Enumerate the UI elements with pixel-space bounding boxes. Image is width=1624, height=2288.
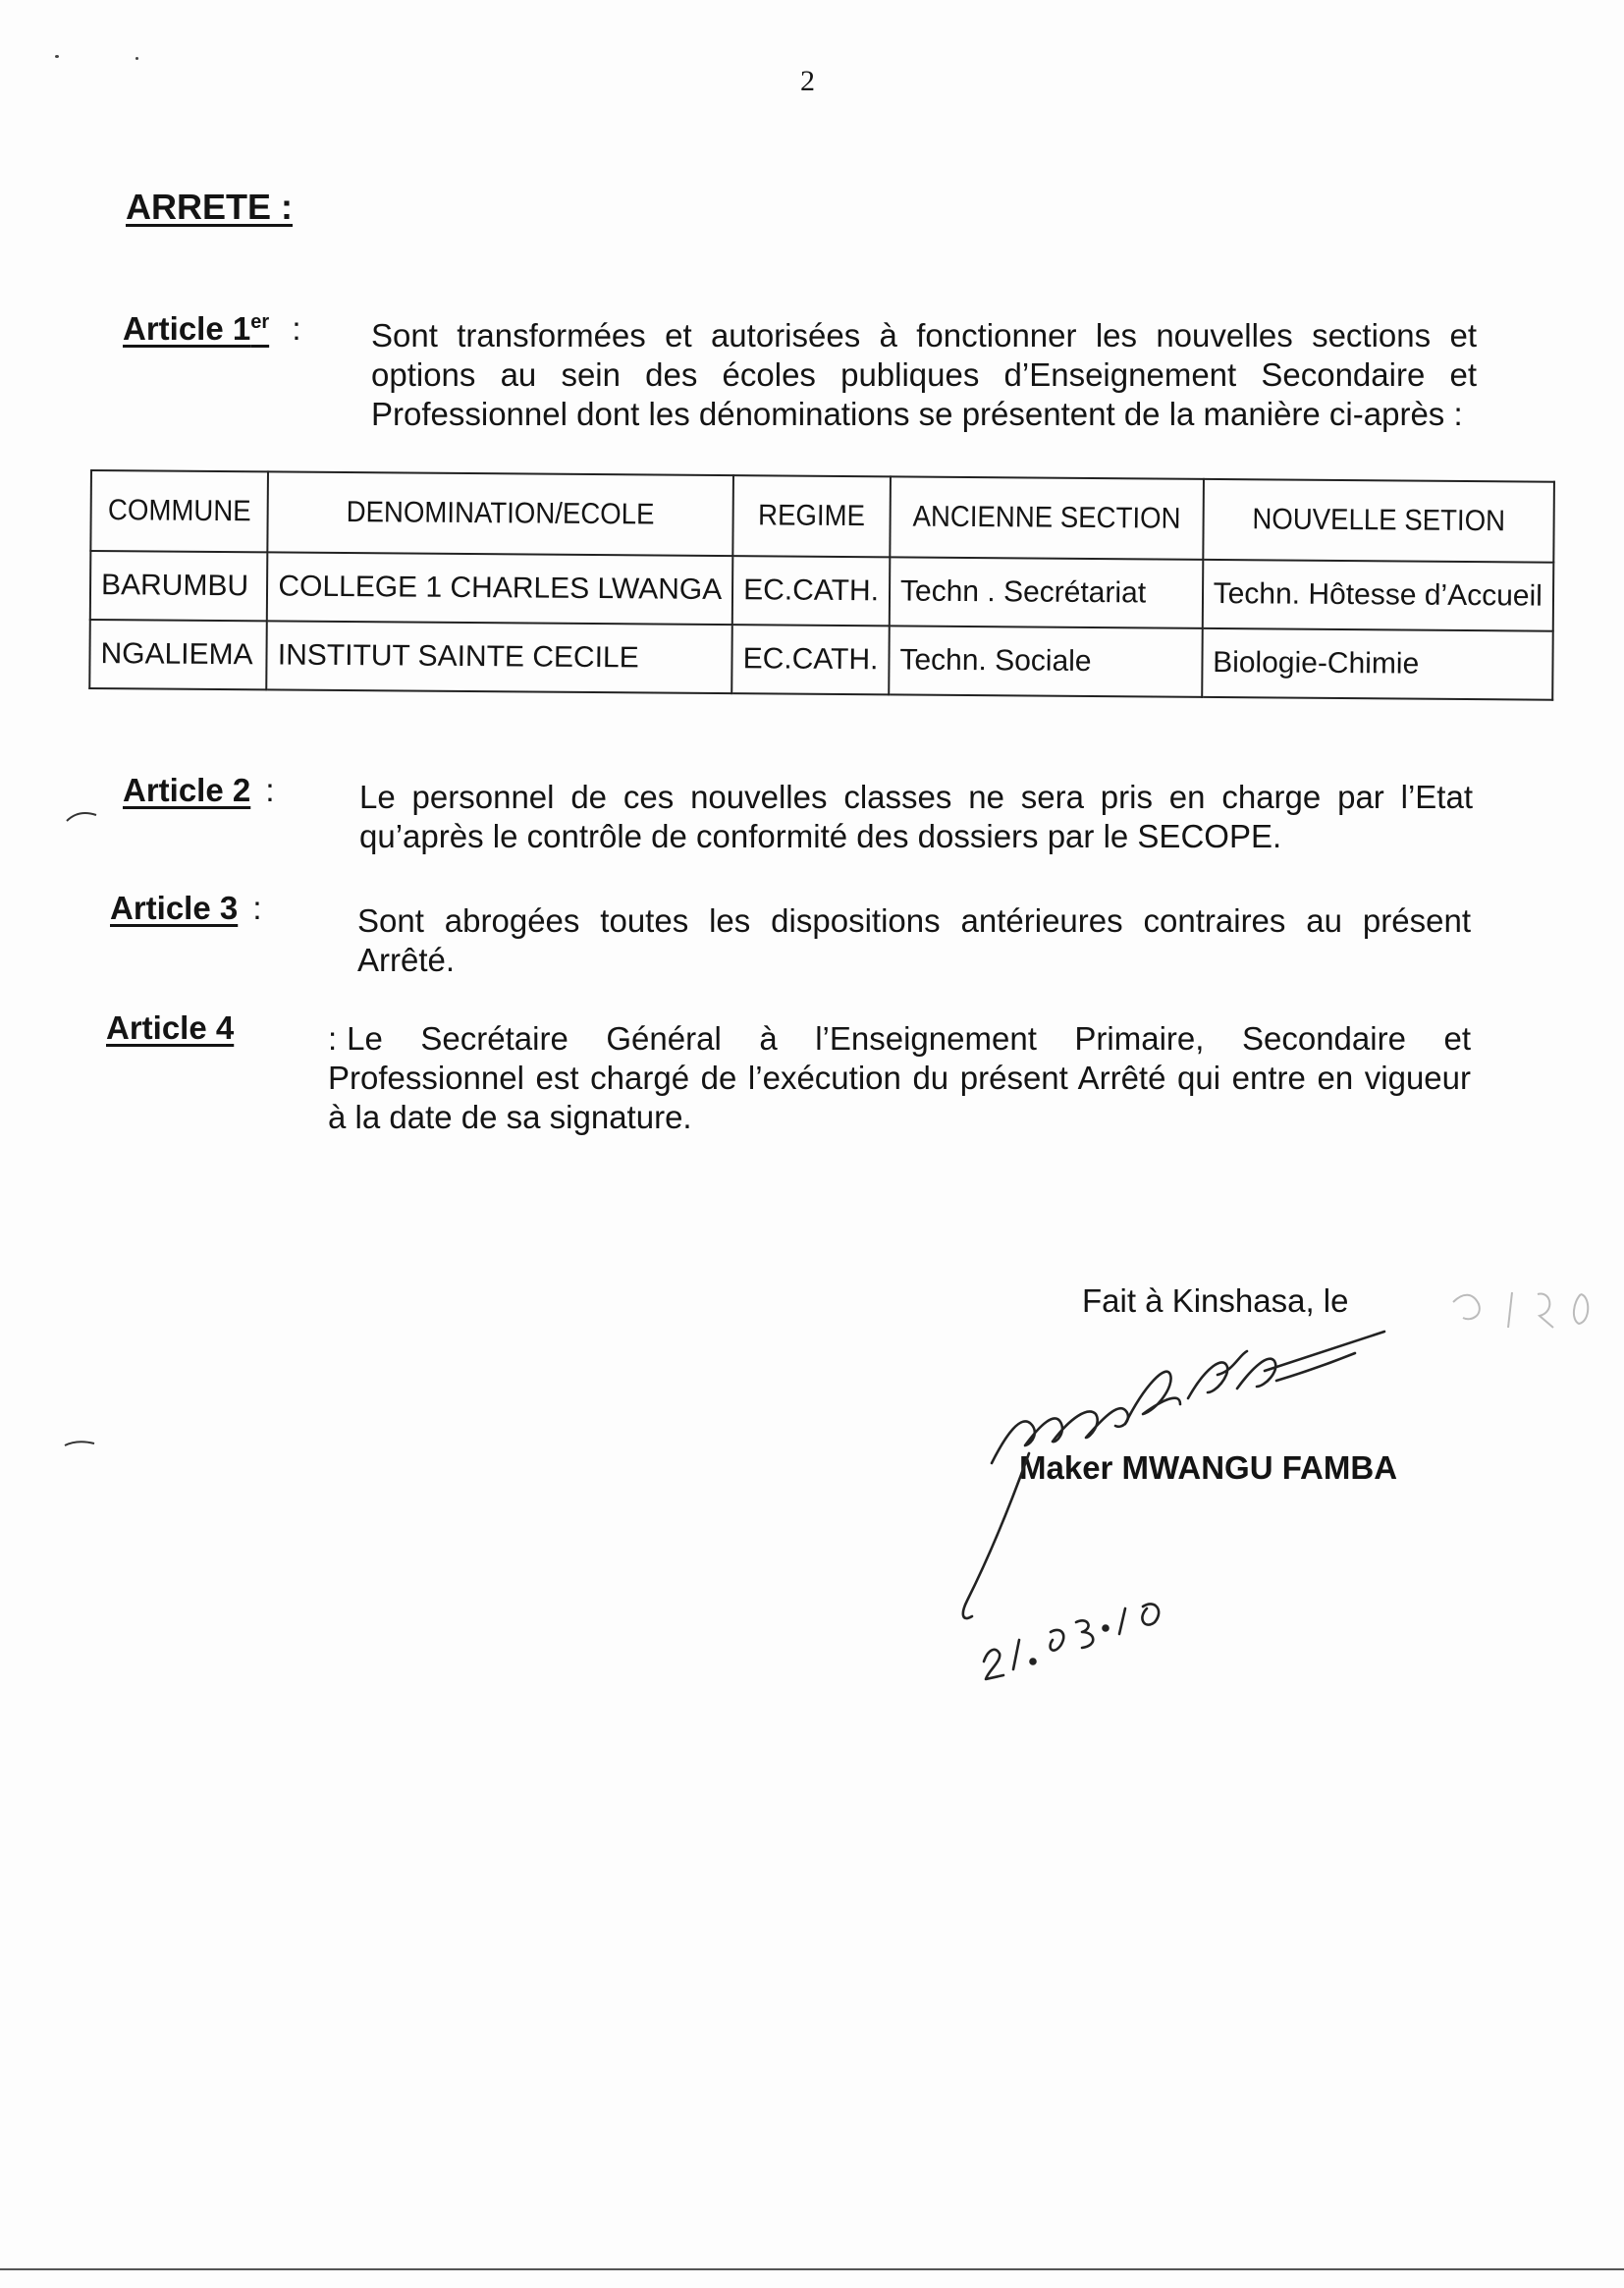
article-3-text: Sont abrogées toutes les dispositions antérieures contraires au présent Arrêté.	[357, 902, 1471, 978]
scan-speck	[135, 57, 138, 60]
article-4-text	[328, 1019, 1471, 1137]
column-header-denomination: DENOMINATION/ECOLE	[287, 472, 716, 556]
cell-ancienne-section: Techn . Secrétariat	[890, 557, 1203, 628]
column-header-commune: COMMUNE	[98, 470, 262, 552]
cell-nouvelle-section: Biologie-Chimie	[1202, 628, 1553, 700]
cell-regime: EC.CATH.	[732, 556, 890, 626]
article-3-label: Article 3 :	[110, 890, 262, 926]
column-header-nouvelle-section: NOUVELLE SETION	[1217, 479, 1540, 563]
cell-regime: EC.CATH.	[731, 625, 889, 694]
scan-bottom-edge	[0, 2268, 1624, 2270]
article-2-text: Le personnel de ces nouvelles classes ne sera pris en charge par l’Etat qu’après le contrôle de conformité des dossiers par le SECOPE.	[359, 779, 1473, 854]
decree-heading: ARRETE :	[126, 187, 293, 227]
signer-name: Maker MWANGU FAMBA	[1019, 1449, 1398, 1486]
scan-speck	[55, 55, 59, 58]
handwritten-signature	[923, 1316, 1473, 1709]
margin-mark-icon	[63, 1436, 96, 1449]
article-1-text: Sont transformées et autorisées à fonctionner les nouvelles sections et options au sein des écoles publiques d’Enseignement Secondaire et Professionnel dont les dénominations se présentent de la manière ci-après :	[371, 317, 1477, 432]
column-header-regime: REGIME	[739, 475, 885, 557]
table-header-row	[90, 470, 1553, 563]
place-date-line: Fait à Kinshasa, le	[1082, 1282, 1349, 1319]
cell-denomination: COLLEGE 1 CHARLES LWANGA	[267, 552, 732, 625]
article-4-label: Article 4	[106, 1009, 235, 1046]
article-4-body: Le Secrétaire Général à l’Enseignement Primaire, Secondaire et Professionnel est chargé de l’exécution du présent Arrêté qui entre en vigueur à la date de sa signature.	[328, 1020, 1471, 1135]
article-2-label: Article 2 :	[123, 772, 275, 808]
table-row	[89, 620, 1552, 700]
faint-stamp-icon	[1443, 1273, 1620, 1341]
article-4-colon: :	[328, 1020, 338, 1057]
cell-ancienne-section: Techn. Sociale	[889, 626, 1202, 697]
article-1-label: Article 1er :	[123, 310, 301, 347]
cell-denomination: INSTITUT SAINTE CECILE	[267, 621, 732, 693]
cell-commune: BARUMBU	[90, 551, 268, 621]
column-header-ancienne-section: ANCIENNE SECTION	[902, 477, 1191, 560]
page-number: 2	[800, 65, 815, 97]
margin-mark-icon	[65, 809, 98, 823]
cell-commune: NGALIEMA	[89, 620, 267, 689]
cell-nouvelle-section: Techn. Hôtesse d’Accueil	[1202, 560, 1553, 631]
schools-table	[88, 469, 1555, 701]
table-row	[90, 551, 1553, 631]
